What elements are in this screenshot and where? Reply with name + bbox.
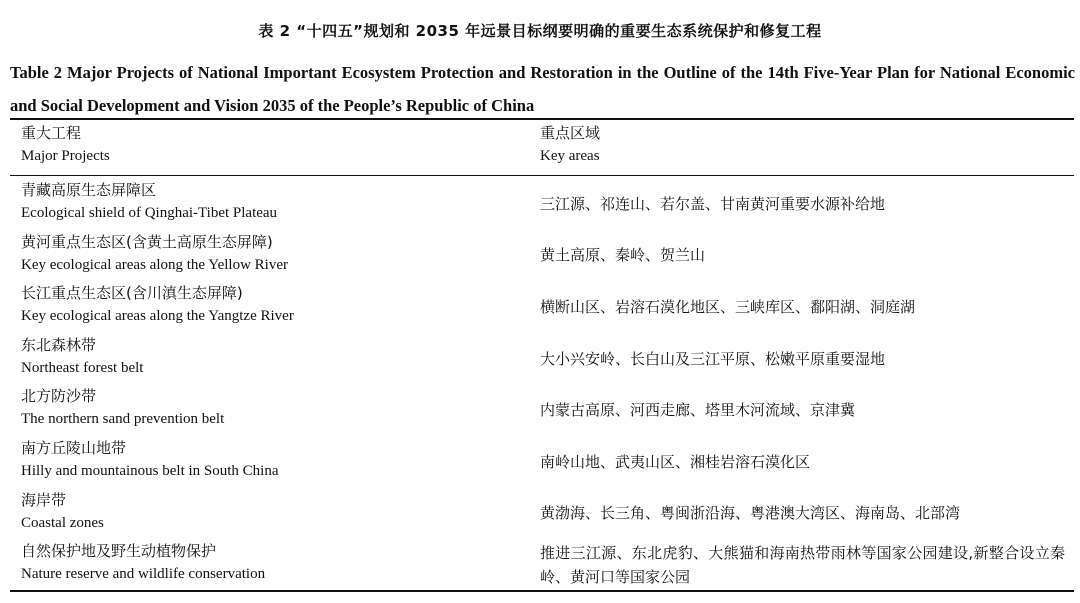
project-name-en: Northeast forest belt	[21, 359, 144, 376]
key-areas-cell	[540, 230, 1065, 282]
project-cell	[21, 436, 521, 482]
project-name-en: Ecological shield of Qinghai-Tibet Plateau	[21, 205, 278, 221]
project-name-en: Nature reserve and wildlife conservation	[21, 566, 266, 583]
project-name-zh: 南方丘陵山地带	[21, 438, 127, 457]
header-major-projects	[21, 121, 110, 167]
header-projects-en: Major Projects	[21, 148, 110, 164]
project-name-zh: 海岸带	[21, 490, 67, 509]
table-row	[0, 281, 1080, 333]
table-row	[0, 333, 1080, 385]
header-key-areas	[540, 121, 600, 167]
project-cell	[21, 230, 521, 276]
table-row	[0, 436, 1080, 488]
header-areas-en: Key areas	[540, 148, 600, 164]
header-projects-zh: 重大工程	[21, 124, 82, 142]
project-name-en: Key ecological areas along the Yellow River	[21, 256, 289, 273]
key-areas-text: 横断山区、岩溶石漠化地区、三峡库区、鄱阳湖、洞庭湖	[540, 297, 916, 316]
table-header-rule	[10, 175, 1074, 176]
project-name-en: Coastal zones	[21, 514, 104, 531]
key-areas-text: 大小兴安岭、长白山及三江平原、松嫩平原重要湿地	[540, 349, 886, 368]
project-cell	[21, 384, 521, 430]
project-name-en: The northern sand prevention belt	[21, 411, 225, 428]
project-name-zh: 黄河重点生态区(含黄土高原生态屏障)	[21, 232, 273, 251]
table-row	[0, 488, 1080, 540]
key-areas-text: 内蒙古高原、河西走廊、塔里木河流域、京津冀	[540, 401, 856, 420]
header-areas-zh: 重点区域	[540, 124, 601, 142]
project-name-zh: 长江重点生态区(含川滇生态屏障)	[21, 284, 243, 303]
key-areas-cell	[540, 178, 1065, 230]
project-cell	[21, 333, 521, 379]
key-areas-cell	[540, 333, 1065, 385]
table-caption-english: Table 2 Major Projects of National Important Ecosystem Protection and Restoration in the Outline of the 14th Five-Year Plan for National Economic and Social Development and Vision 2035 of the People’s Republic of China	[10, 63, 1075, 115]
project-name-en: Hilly and mountainous belt in South China	[21, 462, 279, 479]
table-row	[0, 178, 1080, 230]
project-name-zh: 自然保护地及野生动植物保护	[21, 542, 217, 561]
table-row	[0, 539, 1080, 591]
table-row	[0, 384, 1080, 436]
key-areas-text: 南岭山地、武夷山区、湘桂岩溶石漠化区	[540, 452, 811, 471]
table-top-rule	[10, 118, 1074, 120]
key-areas-cell	[540, 436, 1065, 488]
project-name-zh: 东北森林带	[21, 335, 97, 354]
table-bottom-rule	[10, 590, 1074, 592]
key-areas-cell	[540, 488, 1065, 540]
project-cell	[21, 281, 521, 327]
project-name-zh: 北方防沙带	[21, 387, 97, 406]
key-areas-text: 黄土高原、秦岭、贺兰山	[540, 246, 706, 265]
table-body	[0, 178, 1080, 591]
key-areas-cell	[540, 281, 1065, 333]
key-areas-text: 三江源、祁连山、若尔盖、甘南黄河重要水源补给地	[540, 194, 886, 213]
table-row	[0, 230, 1080, 282]
key-areas-text: 黄渤海、长三角、粤闽浙沿海、粤港澳大湾区、海南岛、北部湾	[540, 504, 961, 523]
project-cell	[21, 539, 521, 585]
key-areas-cell	[540, 539, 1065, 591]
project-cell	[21, 488, 521, 534]
project-name-en: Key ecological areas along the Yangtze River	[21, 308, 294, 325]
key-areas-cell	[540, 384, 1065, 436]
project-name-zh: 青藏高原生态屏障区	[21, 181, 157, 199]
table-caption-chinese: 表 2 “十四五”规划和 2035 年远景目标纲要明确的重要生态系统保护和修复工程	[258, 22, 822, 40]
key-areas-text: 推进三江源、东北虎豹、大熊猫和海南热带雨林等国家公园建设,新整合设立秦岭、黄河口等国家公园	[540, 544, 1065, 587]
project-cell	[21, 178, 521, 224]
